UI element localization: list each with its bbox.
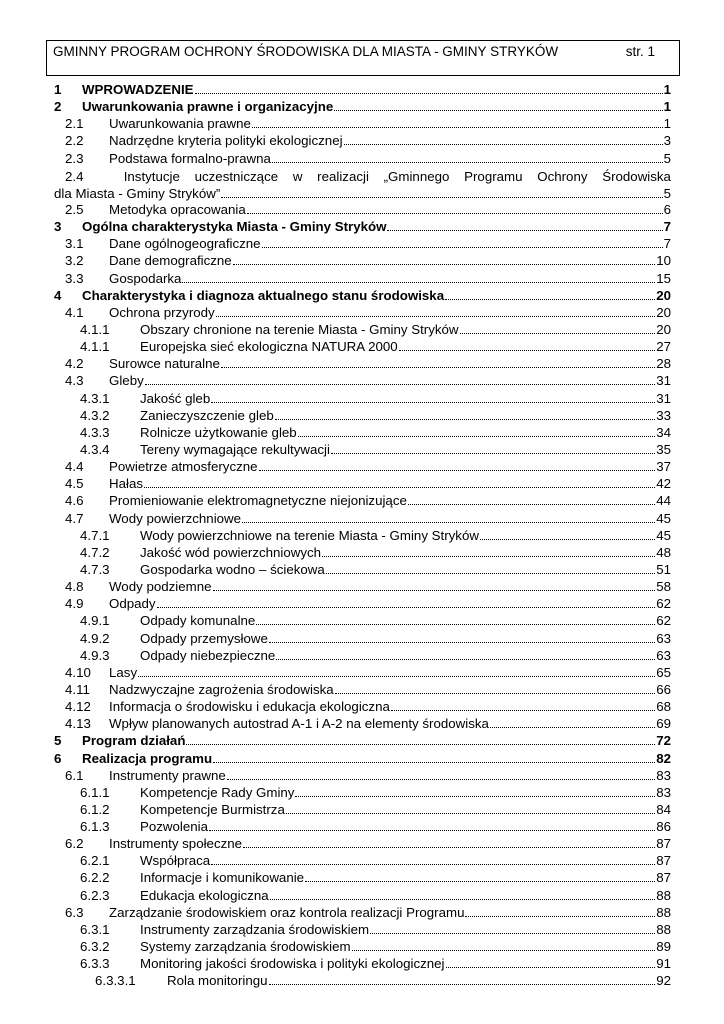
toc-entry-title: Powietrze atmosferyczne — [109, 459, 258, 475]
toc-entry-title: Gospodarka — [109, 270, 182, 286]
toc-entry-title: Gleby — [109, 373, 144, 389]
toc-entry-title: Kompetencje Rady Gminy — [140, 784, 295, 800]
toc-entry-word: Ochrony — [537, 168, 588, 184]
toc-leader-dots — [186, 734, 655, 745]
toc-leader-dots — [387, 220, 662, 231]
toc-leader-dots — [331, 443, 655, 454]
toc-leader-dots — [298, 426, 656, 437]
toc-entry-title: Współpraca — [140, 853, 211, 869]
toc-entry-number: 6 — [54, 750, 62, 766]
toc-entry-title: Charakterystyka i diagnoza aktualnego stanu środowiska — [82, 287, 445, 303]
toc-entry-title: Dane ogólnogeograficzne — [109, 236, 261, 252]
toc-entry-title: Monitoring jakości środowiska i polityki ekologicznej — [140, 956, 445, 972]
toc-entry[interactable] — [54, 493, 671, 510]
toc-entry-title: Realizacja programu — [82, 750, 213, 766]
toc-entry-number: 4.3 — [65, 373, 84, 389]
toc-entry-number: 4.9.2 — [80, 630, 110, 646]
toc-entry[interactable] — [54, 682, 671, 699]
toc-entry-title: Nadrzędne kryteria polityki ekologicznej — [109, 133, 343, 149]
toc-entry[interactable] — [54, 648, 671, 665]
toc-entry-number: 4.7 — [65, 510, 84, 526]
toc-entry-number: 4.7.1 — [80, 527, 110, 543]
toc-entry-number: 1 — [54, 82, 62, 97]
toc-leader-dots — [252, 117, 663, 128]
toc-leader-dots — [209, 820, 655, 831]
toc-entry-number: 4.9.1 — [80, 613, 110, 629]
toc-leader-dots — [490, 717, 655, 728]
toc-entry-page: 31 — [656, 373, 671, 389]
toc-entry-page: 37 — [656, 459, 671, 475]
toc-leader-dots — [195, 83, 663, 94]
toc-entry-number: 4.3.3 — [80, 424, 110, 440]
toc-entry[interactable] — [54, 339, 671, 356]
toc-leader-dots — [211, 392, 655, 403]
toc-entry-page: 86 — [656, 819, 671, 835]
toc-entry[interactable] — [54, 442, 671, 459]
toc-entry-page: 31 — [656, 390, 671, 406]
toc-entry-number: 4 — [54, 287, 62, 303]
toc-entry[interactable] — [54, 562, 671, 579]
toc-entry-title: Instrumenty społeczne — [109, 836, 243, 852]
toc-entry-number: 6.3.2 — [80, 939, 110, 955]
toc-entry-number: 2.3 — [65, 150, 84, 166]
toc-entry[interactable] — [54, 888, 671, 905]
toc-leader-dots — [408, 494, 655, 505]
toc-entry-title: Instrumenty prawne — [109, 767, 226, 783]
toc-entry-number: 2.5 — [65, 202, 84, 217]
toc-leader-dots — [216, 306, 656, 317]
toc-entry-page: 20 — [656, 287, 671, 303]
toc-entry[interactable] — [54, 116, 671, 133]
toc-entry-number: 4.3.4 — [80, 441, 110, 457]
toc-entry-title-continued: dla Miasta - Gminy Stryków” — [54, 185, 221, 201]
toc-entry[interactable] — [54, 168, 671, 202]
toc-entry-title: Kompetencje Burmistrza — [140, 801, 285, 817]
toc-leader-dots — [269, 632, 655, 643]
toc-entry-number: 6.1 — [65, 767, 84, 783]
toc-leader-dots — [305, 871, 655, 882]
toc-entry-page: 84 — [656, 801, 671, 817]
toc-leader-dots — [211, 854, 655, 865]
toc-entry-page: 20 — [656, 321, 671, 337]
toc-entry[interactable] — [54, 391, 671, 408]
toc-entry-title: Rola monitoringu — [167, 973, 268, 989]
toc-entry-page: 87 — [656, 853, 671, 869]
toc-leader-dots — [221, 357, 655, 368]
toc-entry[interactable] — [54, 425, 671, 442]
toc-entry-title: Ochrona przyrody — [109, 304, 215, 320]
toc-entry-page: 5 — [663, 185, 671, 201]
toc-entry-page: 62 — [656, 613, 671, 629]
toc-entry-title: Instrumenty zarządzania środowiskiem — [140, 921, 370, 937]
toc-entry-number: 4.9 — [65, 596, 84, 612]
toc-entry-page: 44 — [656, 493, 671, 509]
toc-entry[interactable] — [54, 802, 671, 819]
toc-entry-page: 58 — [656, 579, 671, 595]
toc-leader-dots — [272, 152, 663, 163]
toc-entry-number: 2.4 — [65, 168, 84, 184]
document-title: GMINNY PROGRAM OCHRONY ŚRODOWISKA DLA MIASTA - GMINY STRYKÓW — [53, 44, 559, 59]
toc-entry-title: Europejska sieć ekologiczna NATURA 2000 — [140, 339, 398, 355]
toc-entry-page: 45 — [656, 527, 671, 543]
toc-entry-page: 35 — [656, 441, 671, 457]
toc-entry-title: Nadzwyczajne zagrożenia środowiska — [109, 681, 334, 697]
toc-entry-number: 5 — [54, 733, 62, 749]
toc-entry-page: 1 — [663, 99, 671, 115]
toc-entry[interactable] — [54, 373, 671, 390]
toc-entry[interactable] — [54, 133, 671, 150]
toc-entry-title: Wody powierzchniowe — [109, 510, 242, 526]
toc-entry[interactable] — [54, 511, 671, 528]
toc-leader-dots — [247, 203, 663, 214]
toc-entry[interactable] — [54, 973, 671, 990]
toc-entry[interactable] — [54, 922, 671, 939]
toc-leader-dots — [445, 289, 655, 300]
toc-entry-number: 6.1.2 — [80, 801, 110, 817]
toc-leader-dots — [460, 323, 656, 334]
toc-entry-number: 4.1 — [65, 304, 84, 320]
toc-entry-title: Odpady komunalne — [140, 613, 256, 629]
toc-leader-dots — [322, 546, 655, 557]
toc-entry-page: 82 — [656, 750, 671, 766]
toc-entry-title: Ogólna charakterystyka Miasta - Gminy Stryków — [82, 219, 387, 235]
toc-entry[interactable] — [54, 356, 671, 373]
toc-entry[interactable] — [54, 596, 671, 613]
toc-entry-title: Wody powierzchniowe na terenie Miasta - Gminy Stryków — [140, 527, 479, 543]
toc-entry[interactable] — [54, 459, 671, 476]
toc-entry-title: Metodyka opracowania — [109, 202, 246, 217]
toc-entry-title: Systemy zarządzania środowiskiem — [140, 939, 351, 955]
toc-entry-page: 83 — [656, 784, 671, 800]
toc-entry-page: 42 — [656, 476, 671, 492]
toc-leader-dots — [242, 512, 655, 523]
toc-entry-number: 3.2 — [65, 253, 84, 269]
toc-entry-number: 4.13 — [65, 716, 91, 732]
toc-entry-page: 20 — [656, 304, 671, 320]
toc-entry-page: 33 — [656, 407, 671, 423]
toc-leader-dots — [144, 477, 655, 488]
toc-entry[interactable] — [54, 905, 671, 922]
toc-entry-number: 4.2 — [65, 356, 84, 372]
toc-entry[interactable] — [54, 819, 671, 836]
toc-entry-title: Pozwolenia — [140, 819, 209, 835]
toc-entry-title: Tereny wymagające rekultywacji — [140, 441, 330, 457]
toc-entry-page: 10 — [656, 253, 671, 269]
toc-entry[interactable] — [54, 956, 671, 973]
toc-entry[interactable] — [54, 271, 671, 288]
toc-entry-title: Program działań — [82, 733, 186, 749]
toc-entry[interactable] — [54, 733, 671, 750]
toc-leader-dots — [138, 666, 655, 677]
toc-entry-number: 4.6 — [65, 493, 84, 509]
toc-entry-page: 1 — [663, 116, 671, 132]
toc-entry-title: Odpady — [109, 596, 156, 612]
toc-entry[interactable] — [54, 613, 671, 630]
toc-leader-dots — [221, 187, 662, 198]
page-number: str. 1 — [625, 44, 655, 59]
toc-entry[interactable] — [54, 408, 671, 425]
toc-entry-word: Środowiska — [602, 168, 671, 184]
toc-entry-title: Informacje i komunikowanie — [140, 870, 305, 886]
toc-entry[interactable] — [54, 288, 671, 305]
toc-entry[interactable] — [54, 579, 671, 596]
toc-entry-number: 3.3 — [65, 270, 84, 286]
toc-entry-title: Hałas — [109, 476, 143, 492]
toc-entry-number: 4.3.1 — [80, 390, 110, 406]
toc-entry-number: 6.3.3.1 — [95, 973, 136, 989]
toc-leader-dots — [275, 409, 655, 420]
toc-entry[interactable] — [54, 82, 671, 99]
toc-leader-dots — [480, 529, 655, 540]
toc-entry-number: 2.2 — [65, 133, 84, 149]
toc-entry-page: 89 — [656, 939, 671, 955]
toc-entry-number: 6.3 — [65, 904, 84, 920]
toc-entry-page: 15 — [656, 270, 671, 286]
toc-entry-title: Wody podziemne — [109, 579, 212, 595]
toc-leader-dots — [213, 580, 656, 591]
toc-entry-word: „Gminnego — [383, 168, 450, 184]
toc-leader-dots — [352, 940, 656, 951]
toc-entry[interactable] — [54, 785, 671, 802]
toc-entry[interactable] — [54, 870, 671, 887]
toc-entry[interactable] — [54, 305, 671, 322]
toc-leader-dots — [391, 700, 655, 711]
toc-entry[interactable] — [54, 528, 671, 545]
toc-entry[interactable] — [54, 202, 671, 219]
toc-entry-page: 62 — [656, 596, 671, 612]
toc-entry-title: Promieniowanie elektromagnetyczne niejonizujące — [109, 493, 407, 509]
toc-entry-number: 4.3.2 — [80, 407, 110, 423]
toc-entry-page: 88 — [656, 904, 671, 920]
toc-entry-page: 72 — [656, 733, 671, 749]
toc-entry-number: 4.12 — [65, 699, 91, 715]
toc-entry-page: 69 — [656, 716, 671, 732]
toc-leader-dots — [145, 374, 655, 385]
toc-entry-number: 3 — [54, 219, 62, 235]
toc-entry-number: 6.2.1 — [80, 853, 110, 869]
toc-leader-dots — [157, 597, 656, 608]
table-of-contents — [54, 82, 671, 990]
page-header — [46, 40, 680, 76]
toc-entry-page: 3 — [663, 133, 671, 149]
toc-entry-number: 4.1.1 — [80, 339, 110, 355]
toc-entry[interactable] — [54, 545, 671, 562]
toc-entry-number: 4.1.1 — [80, 321, 110, 337]
toc-entry[interactable] — [54, 836, 671, 853]
toc-leader-dots — [370, 923, 655, 934]
toc-entry-page: 48 — [656, 544, 671, 560]
toc-leader-dots — [465, 906, 655, 917]
toc-entry-number: 3.1 — [65, 236, 84, 252]
toc-entry[interactable] — [54, 716, 671, 733]
toc-entry-title: Jakość gleb — [140, 390, 211, 406]
toc-entry-page: 68 — [656, 699, 671, 715]
toc-leader-dots — [344, 134, 663, 145]
toc-entry-page: 87 — [656, 870, 671, 886]
toc-leader-dots — [295, 786, 655, 797]
toc-entry-title: Podstawa formalno-prawna — [109, 150, 271, 166]
toc-leader-dots — [276, 649, 655, 660]
toc-entry-title: Informacja o środowisku i edukacja ekologiczna — [109, 699, 390, 715]
toc-leader-dots — [227, 769, 655, 780]
toc-leader-dots — [270, 889, 656, 900]
toc-leader-dots — [335, 683, 656, 694]
toc-entry[interactable] — [54, 665, 671, 682]
toc-entry-number: 6.2 — [65, 836, 84, 852]
toc-entry-page: 34 — [656, 424, 671, 440]
toc-entry-number: 4.7.2 — [80, 544, 110, 560]
toc-entry-number: 4.7.3 — [80, 561, 110, 577]
toc-entry[interactable] — [54, 253, 671, 270]
toc-entry-title: Odpady przemysłowe — [140, 630, 268, 646]
toc-entry-title: Obszary chronione na terenie Miasta - Gminy Stryków — [140, 321, 459, 337]
toc-entry-number: 4.11 — [65, 681, 90, 697]
toc-entry-number: 2 — [54, 99, 62, 115]
toc-entry-title: Odpady niebezpieczne — [140, 647, 276, 663]
toc-entry-page: 87 — [656, 836, 671, 852]
toc-entry-page: 7 — [663, 236, 671, 252]
toc-entry-page: 27 — [656, 339, 671, 355]
toc-entry-page: 66 — [656, 681, 671, 697]
toc-entry-word: Instytucje — [123, 168, 180, 184]
toc-entry-number: 4.10 — [65, 664, 91, 680]
toc-entry-word: Programu — [464, 168, 523, 184]
toc-entry-page: 65 — [656, 664, 671, 680]
toc-entry-page: 91 — [656, 956, 671, 972]
toc-entry-page: 83 — [656, 767, 671, 783]
toc-entry-title: WPROWADZENIE — [82, 82, 194, 97]
toc-entry-word: realizacji — [317, 168, 369, 184]
toc-entry[interactable] — [54, 768, 671, 785]
toc-leader-dots — [286, 803, 655, 814]
toc-entry-number: 6.1.1 — [80, 784, 110, 800]
toc-entry[interactable] — [54, 699, 671, 716]
toc-entry-title: Dane demograficzne — [109, 253, 232, 269]
toc-entry-page: 5 — [663, 150, 671, 166]
toc-entry-title: Edukacja ekologiczna — [140, 887, 269, 903]
toc-leader-dots — [259, 460, 656, 471]
toc-entry-number: 6.3.3 — [80, 956, 110, 972]
toc-entry-page: 88 — [656, 887, 671, 903]
toc-leader-dots — [262, 237, 663, 248]
toc-entry[interactable] — [54, 853, 671, 870]
toc-entry-page: 28 — [656, 356, 671, 372]
toc-entry-title: Jakość wód powierzchniowych — [140, 544, 322, 560]
toc-entry-title: Uwarunkowania prawne i organizacyjne — [82, 99, 334, 115]
toc-entry-word: w — [292, 168, 303, 184]
toc-entry-page: 92 — [656, 973, 671, 989]
toc-entry[interactable] — [54, 939, 671, 956]
toc-entry[interactable] — [54, 236, 671, 253]
toc-entry-page: 7 — [663, 219, 671, 235]
toc-entry-title: Wpływ planowanych autostrad A-1 i A-2 na elementy środowiska — [109, 716, 489, 732]
toc-entry-page: 63 — [656, 630, 671, 646]
toc-leader-dots — [182, 272, 655, 283]
toc-leader-dots — [446, 957, 656, 968]
toc-leader-dots — [243, 837, 655, 848]
toc-leader-dots — [213, 752, 655, 763]
toc-entry-number: 2.1 — [65, 116, 84, 132]
toc-entry-title: Zanieczyszczenie gleb — [140, 407, 274, 423]
toc-entry-title: Gospodarka wodno – ściekowa — [140, 561, 325, 577]
toc-entry-title: Uwarunkowania prawne — [109, 116, 251, 132]
toc-entry-number: 6.2.2 — [80, 870, 110, 886]
toc-entry-number: 6.1.3 — [80, 819, 110, 835]
toc-entry-title: Surowce naturalne — [109, 356, 220, 372]
toc-leader-dots — [269, 974, 656, 985]
toc-entry[interactable] — [54, 751, 671, 768]
toc-entry-page: 51 — [656, 561, 671, 577]
toc-leader-dots — [256, 614, 655, 625]
toc-leader-dots — [399, 340, 656, 351]
toc-entry-title: Rolnicze użytkowanie gleb — [140, 424, 297, 440]
toc-entry-page: 45 — [656, 510, 671, 526]
toc-entry-page: 6 — [663, 202, 671, 217]
toc-entry-title: Zarządzanie środowiskiem oraz kontrola realizacji Programu — [109, 904, 465, 920]
toc-entry[interactable] — [54, 476, 671, 493]
toc-entry-page: 63 — [656, 647, 671, 663]
toc-entry-number: 4.8 — [65, 579, 84, 595]
toc-entry[interactable] — [54, 322, 671, 339]
toc-entry[interactable] — [54, 219, 671, 236]
toc-entry-page: 88 — [656, 921, 671, 937]
toc-leader-dots — [326, 563, 655, 574]
toc-entry-word: uczestniczące — [194, 168, 279, 184]
toc-entry-number: 4.5 — [65, 476, 84, 492]
toc-entry[interactable] — [54, 151, 671, 168]
toc-entry[interactable] — [54, 631, 671, 648]
toc-entry-number: 4.9.3 — [80, 647, 110, 663]
toc-leader-dots — [233, 254, 656, 265]
toc-entry-page: 1 — [663, 82, 671, 97]
toc-entry-title: Lasy — [109, 664, 138, 680]
toc-leader-dots — [334, 100, 662, 111]
toc-entry-number: 6.3.1 — [80, 921, 110, 937]
toc-entry-number: 6.2.3 — [80, 887, 110, 903]
toc-entry-number: 4.4 — [65, 459, 84, 475]
toc-entry[interactable] — [54, 99, 671, 116]
